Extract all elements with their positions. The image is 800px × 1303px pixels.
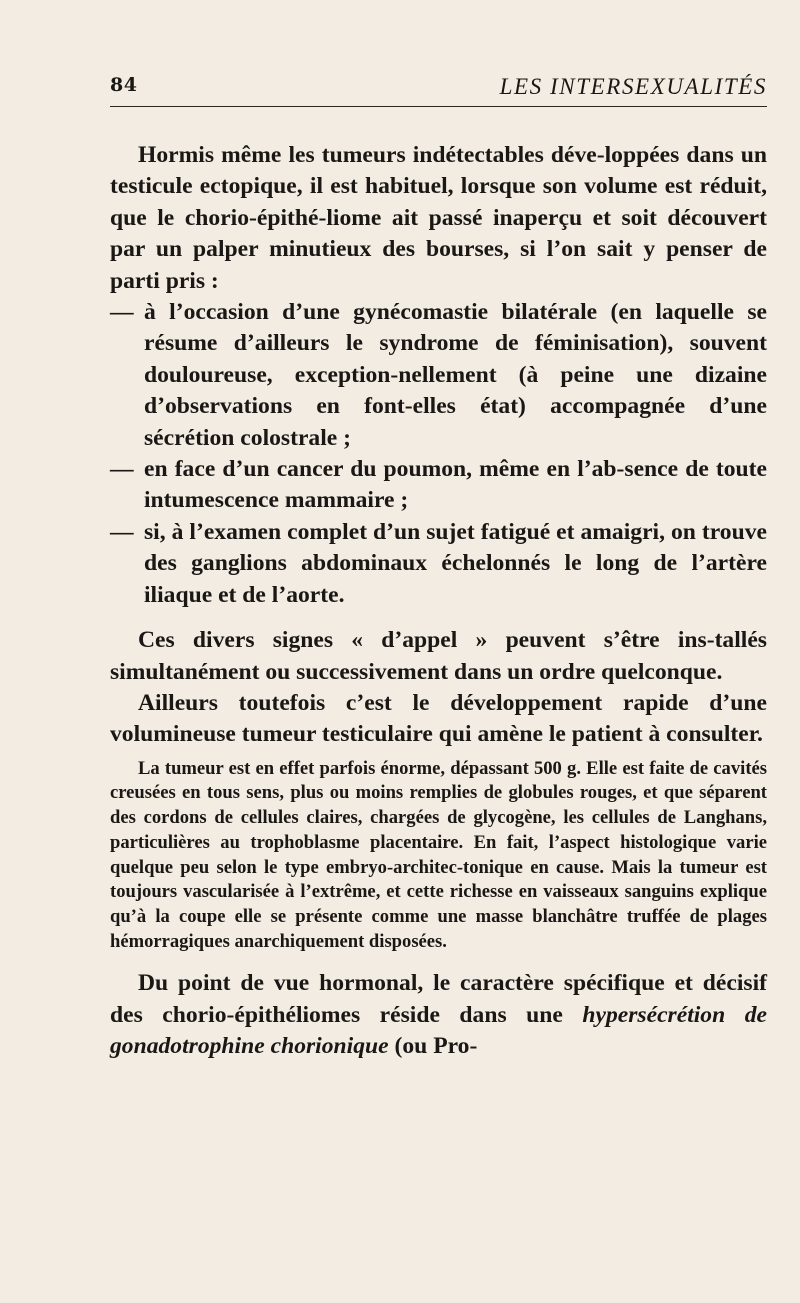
dash-mark: — [110,518,134,545]
page-number: 84 [110,74,138,96]
signs-paragraph: Ces divers signes « d’appel » peuvent s’être ins-tallés simultanément ou successivement dans un ordre quelconque. [110,627,767,685]
body-text [110,140,767,1063]
list-item [110,517,767,611]
hormonal-italic-term: hypersécrétion de gonadotrophine chorionique [110,1001,767,1060]
page-header [110,70,767,107]
dash-mark: — [110,456,134,483]
dash-list [110,297,767,611]
list-item-text: si, à l’examen complet d’un sujet fatigué et amaigri, on trouve des ganglions abdominaux échelonnés le long de l’artère iliaque et de l’aorte. [144,518,767,608]
elsewhere-paragraph: Ailleurs toutefois c’est le développement rapide d’une volumineuse tumeur testiculaire qui amène le patient à consulter. [110,689,767,748]
hormonal-tail: (ou Pro- [394,1033,478,1060]
list-item [110,297,767,454]
list-item [110,454,767,517]
list-item-text: en face d’un cancer du poumon, même en l’ab-sence de toute intumescence mammaire ; [144,456,767,514]
intro-paragraph: Hormis même les tumeurs indétectables déve-loppées dans un testicule ectopique, il est habituel, lorsque son volume est réduit, que le chorio-épithé-liome ait passé inaperçu et soit découvert par un palper minutieux des bourses, si l’on sait y penser de parti pris : [110,142,767,294]
histology-paragraph: La tumeur est en effet parfois énorme, dépassant 500 g. Elle est faite de cavités creusées en tous sens, plus ou moins remplies de globules rouges, et que séparent des cordons de cellules claires, chargées de glycogène, les cellules de Langhans, particulières au trophoblasme placentaire. En fait, l’aspect histologique varie quelque peu selon le type embryo-architec-tonique en cause. Mais la tumeur est toujours vascularisée à l’extrême, et cette richesse en vaisseaux sanguins explique qu’à la coupe elle se présente comme une masse blanchâtre truffée de plages hémorragiques anarchiquement disposées. [110,757,767,952]
running-title: LES INTERSEXUALITÉS [499,74,767,99]
list-item-text: à l’occasion d’une gynécomastie bilatérale (en laquelle se résume d’ailleurs le syndrome de féminisation), souvent douloureuse, exception-nellement (à peine une dizaine d’observations en font-elles état) accompagnée d’une sécrétion colostrale ; [144,299,767,451]
hormonal-lead: Du point de vue hormonal, le caractère spécifique et décisif des chorio-épithéliomes réside dans une [110,970,767,1028]
hormonal-paragraph [110,968,767,1062]
dash-mark: — [110,299,134,326]
